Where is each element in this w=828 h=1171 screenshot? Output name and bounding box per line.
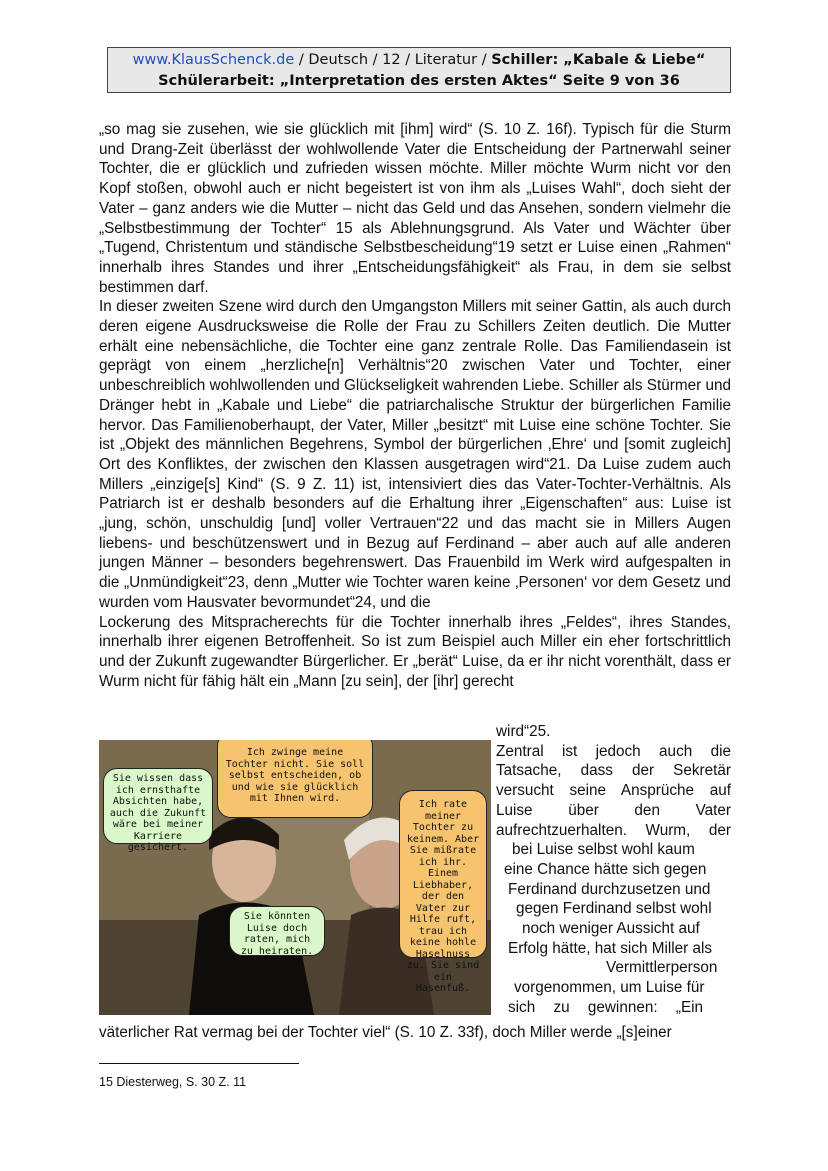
side-line: gegen Ferdinand selbst wohl [516,900,712,918]
site-link[interactable]: www.KlausSchenck.de [132,52,295,68]
side-line: vorgenommen, um Luise für [514,979,705,997]
continuation-line: väterlicher Rat vermag bei der Tochter viel“ (S. 10 Z. 33f), doch Miller werde „[s]einer [99,1024,672,1041]
side-line: sich zu gewinnen: „Ein [508,998,704,1016]
header-breadcrumb: / Deutsch / 12 / Literatur / [294,52,492,68]
footnote-divider [99,1063,299,1064]
side-line: aufrechtzuerhalten. Wurm, der [496,821,731,839]
main-text [99,120,731,691]
page-header [107,47,731,93]
header-line-2: Schülerarbeit: „Interpretation des ersten Aktes“ Seite 9 von 36 [158,73,680,89]
paragraph-2: In dieser zweiten Szene wird durch den Umgangston Millers mit seiner Gattin, als auch durch deren eigene Ausdrucksweise die Rolle der Frau zu Schillers Zeiten deutlich. Die Mutter erhält eine nebensächliche, die Tochter eine ganz zentrale Rolle. Das Familiendasein ist geprägt von einem „herzliche[n] Verhältnis“20 zwischen Vater und Tochter, einer unbeschreiblich wohlwollenden und Glückseligkeit wahrenden Liebe. Schiller als Stürmer und Dränger hebt in „Kabale und Liebe“ die patriarchalische Struktur der bürgerlichen Familie hervor. Das Familienoberhaupt, der Vater, Miller „besitzt“ mit Luise eine schöne Tochter. Sie ist „Objekt des männlichen Begehrens, Symbol der bürgerlichen ‚Ehre‘ und [somit zugleich] Ort des Konfliktes, der zwischen den Klassen ausgetragen wird“21. Da Luise zudem auch Millers „einzige[s] Kind“ (S. 9 Z. 11) ist, intensiviert dies das Vater-Tochter-Verhältnis. Als Patriarch ist er deshalb besonders auf die Erhaltung ihrer „Eigenschaften“ aus: Luise ist „jung, schön, unschuldig [und] voller Vertrauen“22 und das macht sie in Millers Augen liebens- und beschützenswert und in Bezug auf Ferdinand – aber auch auf alle anderen jungen Männer – besonders begehrenswert. Das Frauenbild im Werk wird aufgespalten in die „Unmündigkeit“23, denn „Mutter wie Tochter waren keine ‚Personen‘ vor dem Gesetz und wurden vom Hausvater bevormundet“24, und die [99,298,731,611]
footnote: 15 Diesterweg, S. 30 Z. 11 [99,1075,247,1089]
paragraph-1: „so mag sie zusehen, wie sie glücklich mit [ihm] wird“ (S. 10 Z. 16f). Typisch für die Sturm und Drang-Zeit überlässt der wohlwollende Vater die Entscheidung der Partnerwahl seiner Tochter, die er glücklich und zufrieden wissen möchte. Miller möchte Wurm nicht vor den Kopf stoßen, obwohl auch er nicht begeistert ist von ihm als „Luises Wahl“, doch sieht der Vater – ganz anders wie die Mutter – nicht das Geld und das Ansehen, sondern vielmehr die „Selbstbestimmung der Tochter“ 15 als Ablehnungsgrund. Als Vater und Wächter über „Tugend, Christentum und ständische Selbstbescheidung“19 setzt er Luise einen „Rahmen“ innerhalb ihres Standes und ihrer „Entscheidungsfähigkeit“ als Frau, in dem sie selbst bestimmen darf. [99,121,731,296]
side-line: noch weniger Aussicht auf [522,920,700,938]
comic-illustration [99,740,491,1015]
side-line: versucht seine Ansprüche auf [496,782,731,800]
side-line: bei Luise selbst wohl kaum [512,841,695,859]
paragraph-3: Lockerung des Mitspracherechts für die Tochter innerhalb ihres „Feldes“, ihres Standes, innerhalb ihrer eigenen Betroffenheit. So ist zum Beispiel auch Miller ein eher fortschrittlich und der Zukunft zugewandter Bürgerlicher. Er „berät“ Luise, da er ihr nicht vorenthält, dass er Wurm nicht für fähig hält ein „Mann [zu sein], der [ihr] gerecht [99,613,731,690]
side-line: Vermittlerperson [606,959,718,977]
wrapped-text-column [496,722,731,1018]
side-line: eine Chance hätte sich gegen [504,860,707,878]
side-line: wird“25. [496,723,551,740]
side-line: Erfolg hätte, hat sich Miller als [508,939,713,957]
side-line: Ferdinand durchzusetzen und [508,880,711,898]
speech-bubble-left: Sie wissen dass ich ernsthafte Absichten habe, auch die Zukunft wäre bei meiner Karriere gesichert. [103,768,213,844]
speech-bubble-right: Ich rate meiner Tochter zu keinem. Aber Sie mißrate ich ihr. Einem Liebhaber, der den Vater zur Hilfe ruft, trau ich keine hohle Haselnuss zu. Sie sind ein Hasenfuß. [399,790,487,958]
speech-bubble-top: Ich zwinge meine Tochter nicht. Sie soll selbst entscheiden, ob und wie sie glücklich mit Ihnen wird. [217,740,373,818]
side-line: Tatsache, dass der Sekretär [496,762,731,780]
speech-bubble-bottom: Sie könnten Luise doch raten, mich zu heiraten. [229,906,325,956]
header-line-1 [108,51,730,70]
header-title: Schiller: „Kabale & Liebe“ [491,52,706,68]
side-line: Zentral ist jedoch auch die [496,742,731,760]
side-line: Luise über den Vater [496,801,731,819]
